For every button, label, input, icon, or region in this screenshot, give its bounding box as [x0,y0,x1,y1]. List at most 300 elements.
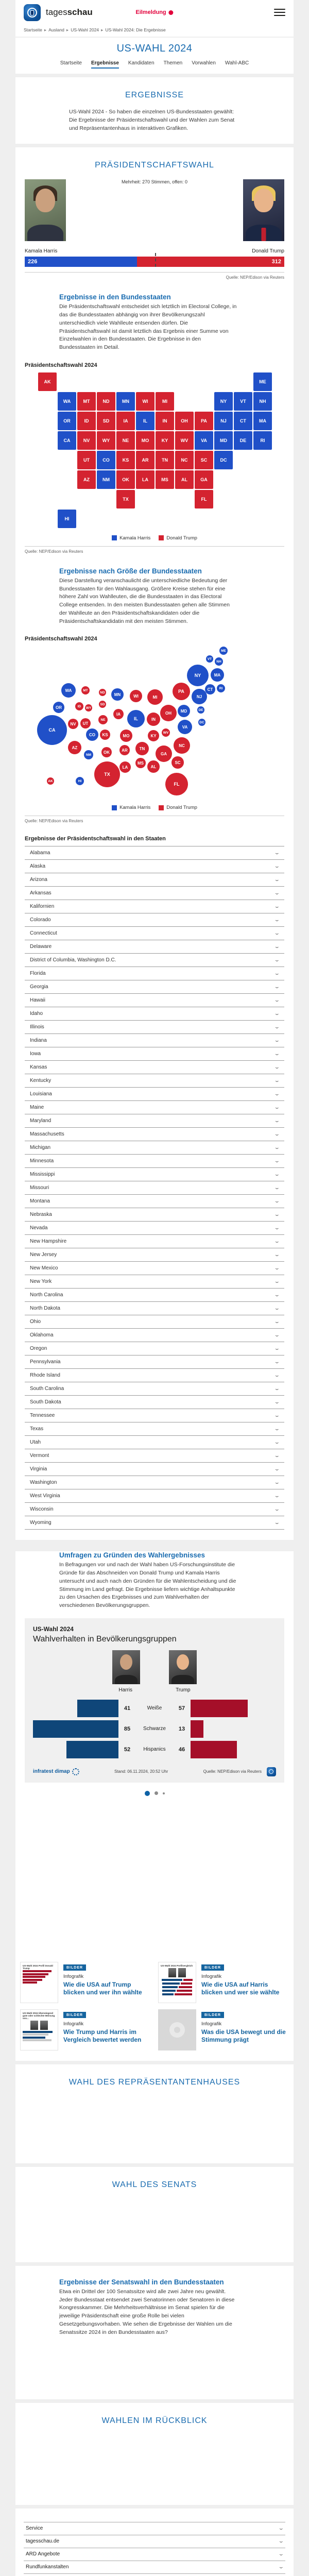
state-bubble-HI[interactable]: HI [76,777,84,785]
state-accordion-row[interactable] [25,993,284,1007]
state-accordion-row[interactable] [25,1382,284,1395]
chevron-down-icon: ⌄ [274,1105,281,1110]
trump-demo-bar [191,1741,237,1758]
teaser-title[interactable]: Was die USA bewegt und die Stimmung prägt [201,2028,286,2044]
state-tile-LA[interactable]: LA [136,470,154,489]
harris-demo-bar [33,1720,118,1738]
state-tile-WA[interactable]: WA [58,392,76,411]
state-accordion-row[interactable] [25,1476,284,1489]
state-accordion-row[interactable] [25,1100,284,1114]
state-accordion-row[interactable] [25,913,284,926]
chevron-down-icon: ⌄ [274,1453,281,1459]
state-accordion-row[interactable] [25,1007,284,1020]
state-bubble-MT[interactable]: MT [81,686,90,694]
state-accordion-row[interactable] [25,1516,284,1530]
state-accordion-row[interactable] [25,1328,284,1342]
state-accordion-row[interactable] [25,1234,284,1248]
chevron-down-icon: ⌄ [274,1212,281,1217]
state-accordion-row[interactable] [25,1047,284,1060]
states-text: Die Präsidentschaftswahl entscheidet sich letztlich im Electoral College, in das die Bundesstaaten abhängig von ihrer Bevölkerungszahl unterschiedlich viele Wahlleute entsenden dürfen. Die Präsidentschaftswahl ist damit letztlich das Ergebnis einer Summe von Einzelwahlen in den Bundesstaaten. Die Ergebnisse in den Bundesstaaten im Detail. [59,303,237,350]
state-accordion-row[interactable] [25,1060,284,1074]
tab-themen[interactable]: Themen [163,60,183,66]
state-tile-NV[interactable]: NV [77,431,96,450]
page-title: US-WAHL 2024 [116,43,193,54]
state-bubble-SD[interactable]: SD [99,701,106,708]
harris-demo-value: 41 [124,1705,131,1711]
state-tile-MO[interactable]: MO [136,431,154,450]
state-name: Arizona [30,877,47,883]
carousel-dot[interactable] [154,1791,158,1795]
state-bubble-NH[interactable]: NH [215,657,223,666]
state-name: Texas [30,1426,44,1432]
state-accordion-row[interactable] [25,873,284,886]
state-bubble-NM[interactable]: NM [84,750,93,759]
state-accordion-row[interactable] [25,1288,284,1301]
harris-demo-value: 85 [124,1725,131,1732]
electoral-votes-bar [25,257,284,267]
state-tile-AR[interactable]: AR [136,451,154,469]
state-tile-AK[interactable]: AK [38,372,57,391]
us-states-map [25,372,284,531]
bubble-source: Quelle: NEP/Edison via Reuters [25,819,83,824]
state-accordion-row[interactable] [25,886,284,900]
state-accordion-row[interactable] [25,1127,284,1141]
state-bubble-MN[interactable]: MN [111,688,124,701]
state-bubble-NV[interactable]: NV [68,719,78,729]
state-bubble-IA[interactable]: IA [113,709,124,719]
state-tile-UT[interactable]: UT [77,451,96,469]
state-tile-PA[interactable]: PA [195,412,213,430]
chevron-down-icon: ⌄ [278,2551,285,2557]
state-accordion-row[interactable] [25,980,284,993]
state-name: District of Columbia, Washington D.C. [30,957,116,963]
state-accordion-row[interactable] [25,1462,284,1476]
ergebnisse-text: US-Wahl 2024 - So haben die einzelnen US-Bundesstaaten gewählt: Die Ergebnisse der Präsidentschaftswahl und der Wahlen zum Senat und Repräsentantenhaus in interaktiven Grafiken. [69,109,235,131]
state-tile-NM[interactable]: NM [97,470,115,489]
state-tile-AL[interactable]: AL [175,470,194,489]
state-accordion-row[interactable] [25,1248,284,1261]
state-bubble-CO[interactable]: CO [86,728,98,741]
chevron-down-icon: ⌄ [274,1386,281,1392]
state-tile-FL[interactable]: FL [195,490,213,509]
chevron-down-icon: ⌄ [274,877,281,883]
chevron-down-icon: ⌄ [274,1426,281,1432]
trump-demo-bar [191,1720,203,1738]
state-accordion-row[interactable] [25,859,284,873]
state-tile-MD[interactable]: MD [214,431,233,450]
breaking-news-link[interactable] [135,9,173,15]
breadcrumb-link[interactable]: US-Wahl 2024: Die Ergebnisse [105,27,166,32]
header [15,0,294,74]
state-name: Alaska [30,863,46,870]
demographics-chart [33,1698,276,1760]
state-accordion-row[interactable] [25,1355,284,1368]
tagesschau-logo-icon[interactable] [24,4,41,21]
state-accordion-row[interactable] [25,1194,284,1208]
umfragen-text: In Befragungen vor und nach der Wahl haben US-Forschungsinstitute die Gründe für das Abschneiden von Donald Trump und Kamala Harris untersucht und auch nach den Gründen für die Wahlentscheidung und die Stimmung im Land gefragt. Die Ergebnisse liefern wichtige Anhaltspunkte zu den Ursachen des Ergebnisses und zum Wahlverhalten der verschiedenen Bevölkerungsgruppen. [59,1562,236,1608]
infratest-dimap-logo: infratest dimap [33,1768,79,1775]
footer-accordion-row[interactable] [24,2561,285,2574]
state-bubble-WY[interactable]: WY [85,704,92,711]
teaser-kicker: Infografik [63,1973,84,1979]
state-accordion-row[interactable] [25,926,284,940]
state-accordion-row[interactable] [25,1167,284,1181]
teaser-card[interactable] [158,1962,289,2003]
legend-item: Kamala Harris [112,535,150,541]
state-tile-ID[interactable]: ID [77,412,96,430]
state-tile-CA[interactable]: CA [58,431,76,450]
state-tile-CT[interactable]: CT [234,412,252,430]
state-tile-KY[interactable]: KY [156,431,174,450]
state-accordion-row[interactable] [25,1435,284,1449]
footer-accordion-row[interactable] [24,2548,285,2561]
state-tile-VT[interactable]: VT [234,392,252,411]
state-name: Kalifornien [30,904,55,910]
state-tile-NY[interactable]: NY [214,392,233,411]
chevron-down-icon: ⌄ [274,1158,281,1164]
state-name: Delaware [30,944,52,950]
chevron-down-icon: ⌄ [278,2538,285,2544]
state-name: New York [30,1279,52,1285]
footer [15,2509,294,2576]
chevron-down-icon: ⌄ [274,997,281,1003]
brand[interactable]: tagesschau [46,7,93,17]
state-accordion-row[interactable] [25,1301,284,1315]
state-name: Connecticut [30,930,57,937]
size-text: Diese Darstellung veranschaulicht die unterschiedliche Bedeutung der Bundesstaaten für den Wahlausgang. Größere Kreise stehen für eine höhere Zahl von Wahlleuten, die die Bundesstaaten in das Electoral College entsenden. In den meisten Bundesstaaten gehen alle Stimmen der Wahlleute an den Präsidentschaftskandidaten oder die Präsidentschaftskandidatin mit den meisten Stimmen. [59,577,230,624]
state-tile-GA[interactable]: GA [195,470,213,489]
state-tile-OH[interactable]: OH [175,412,194,430]
state-bubble-OK[interactable]: OK [101,747,112,757]
state-name: Florida [30,971,46,977]
state-tile-WV[interactable]: WV [175,431,194,450]
chevron-down-icon: ⌄ [274,1265,281,1271]
trump-demo-value: 46 [178,1746,185,1753]
state-bubble-WV[interactable]: WV [162,728,170,737]
state-tile-SD[interactable]: SD [97,412,115,430]
legend-swatch-icon [112,805,117,810]
state-bubble-AK[interactable]: AK [47,777,54,785]
chevron-down-icon: ⌄ [274,984,281,990]
size-heading[interactable]: Ergebnisse nach Größe der Bundesstaaten [59,567,202,575]
state-accordion-row[interactable] [25,1449,284,1462]
state-name: Iowa [30,1051,41,1057]
chevron-down-icon: ⌄ [274,917,281,923]
state-bubble-KS[interactable]: KS [100,730,110,740]
state-bubble-MD[interactable]: MD [178,705,190,717]
breadcrumb-link[interactable]: Ausland [48,27,64,32]
state-tile-ND[interactable]: ND [97,392,115,411]
state-name: Kentucky [30,1078,52,1084]
state-name: Nevada [30,1225,48,1231]
state-tile-TX[interactable]: TX [116,490,135,509]
state-bubble-AZ[interactable]: AZ [68,741,81,754]
state-tile-NE[interactable]: NE [116,431,135,450]
teaser-badge: BILDER [201,2012,224,2018]
state-bubble-IN[interactable]: IN [147,713,160,726]
teaser-title[interactable]: Wie die USA auf Trump blicken und wer ihn wählte [63,1980,142,1996]
majority-marker [155,253,156,267]
state-name: New Hampshire [30,1239,67,1245]
teaser-kicker: Infografik [201,1973,222,1979]
trump-name: Donald Trump [252,248,284,255]
umfragen-heading[interactable]: Umfragen zu Gründen des Wahlergebnisses [59,1551,205,1560]
chevron-down-icon: ⌄ [274,944,281,950]
state-bubble-UT[interactable]: UT [80,718,91,728]
state-tile-MN[interactable]: MN [116,392,135,411]
state-bubble-ND[interactable]: ND [99,689,106,696]
state-name: Montana [30,1198,50,1205]
state-accordion-row[interactable] [25,1141,284,1154]
state-bubble-DE[interactable]: DE [197,706,204,714]
senatswahl-heading[interactable]: Ergebnisse der Senatswahl in den Bundesstaaten [59,2278,224,2286]
state-bubble-IL[interactable]: IL [127,710,145,727]
chevron-down-icon: ⌄ [274,1480,281,1485]
state-bubble-MO[interactable]: MO [120,730,132,742]
state-tile-NH[interactable]: NH [253,392,272,411]
state-bubble-WA[interactable]: WA [61,683,76,698]
chevron-down-icon: ⌄ [274,1359,281,1365]
dimap-ring-icon [72,1768,79,1775]
legend-item: Donald Trump [159,805,197,810]
state-bubble-NJ[interactable]: NJ [192,689,207,704]
state-accordion-row[interactable] [25,1368,284,1382]
section-title-praesidentschaftswahl: PRÄSIDENTSCHAFTSWAHL [95,161,214,170]
state-name: Louisiana [30,1091,52,1097]
breadcrumb-link[interactable]: Startseite [24,27,42,32]
state-tile-HI[interactable]: HI [58,510,76,528]
state-accordion-row[interactable] [25,1422,284,1435]
chevron-down-icon: ⌄ [274,1172,281,1177]
state-bubble-VA[interactable]: VA [178,720,192,734]
state-bubble-RI[interactable]: RI [217,684,225,692]
footer-accordion-row[interactable] [24,2522,285,2535]
footer-accordion-label: Service [26,2526,43,2532]
chevron-down-icon: ⌄ [278,2564,285,2570]
majority-label: Mehrheit: 270 Stimmen, offen: 0 [122,179,187,185]
state-accordion-row[interactable] [25,1087,284,1100]
state-tile-MS[interactable]: MS [156,470,174,489]
state-tile-NC[interactable]: NC [175,451,194,469]
state-name: Vermont [30,1453,49,1459]
widget-trump-label: Trump [176,1687,191,1693]
state-tile-KS[interactable]: KS [116,451,135,469]
state-bubble-WI[interactable]: WI [130,690,142,702]
state-bubble-MS[interactable]: MS [135,758,146,768]
state-bubble-GA[interactable]: GA [156,745,172,762]
state-accordion-row[interactable] [25,967,284,980]
state-tile-RI[interactable]: RI [253,431,272,450]
state-tile-TN[interactable]: TN [156,451,174,469]
map-legend [15,535,294,541]
state-accordion-row[interactable] [25,1489,284,1502]
chevron-down-icon: ⌄ [274,1520,281,1526]
state-accordion-row[interactable] [25,1221,284,1234]
state-bubble-CA[interactable]: CA [37,715,67,745]
chevron-down-icon: ⌄ [274,1225,281,1231]
state-bubble-ME[interactable]: ME [219,647,228,655]
chevron-down-icon: ⌄ [274,1078,281,1083]
state-name: South Carolina [30,1386,64,1392]
state-tile-WI[interactable]: WI [136,392,154,411]
teaser-card[interactable] [20,2009,151,2050]
state-tile-SC[interactable]: SC [195,451,213,469]
chevron-down-icon: ⌄ [274,1372,281,1378]
section-repraesentantenhaus [15,2064,294,2163]
state-accordion-row[interactable] [25,900,284,913]
state-tile-ME[interactable]: ME [253,372,272,391]
bubble-legend [15,805,294,810]
state-bubble-KY[interactable]: KY [148,730,159,741]
state-accordion-row[interactable] [25,1502,284,1516]
section-title-ergebnisse: ERGEBNISSE [125,91,184,99]
state-tile-DE[interactable]: DE [234,431,252,450]
carousel-dot[interactable] [163,1792,165,1794]
state-name: Virginia [30,1466,47,1472]
state-bubble-MA[interactable]: MA [211,668,224,682]
state-tile-AZ[interactable]: AZ [77,470,96,489]
state-tile-MT[interactable]: MT [77,392,96,411]
state-accordion-row[interactable] [25,940,284,953]
chevron-down-icon: ⌄ [274,1051,281,1057]
state-accordion-row[interactable] [25,1074,284,1087]
teaser-card[interactable] [20,1962,151,2003]
teaser-title[interactable]: Wie die USA auf Harris blicken und wer sie wählte [201,1980,280,1996]
state-tile-IL[interactable]: IL [136,412,154,430]
harris-name: Kamala Harris [25,248,58,255]
state-accordion-row[interactable] [25,846,284,859]
state-bubble-FL[interactable]: FL [165,773,188,795]
demo-row [33,1698,276,1719]
state-accordion-row[interactable] [25,1181,284,1194]
state-accordion-row[interactable] [25,1033,284,1047]
teaser-card[interactable] [158,2009,289,2050]
trump-demo-value: 13 [178,1725,185,1732]
states-heading[interactable]: Ergebnisse in den Bundesstaaten [59,293,171,301]
state-bubble-DC[interactable]: DC [198,719,205,726]
teaser-title[interactable]: Wie Trump und Harris im Vergleich bewertet werden [63,2028,142,2044]
state-accordion-row[interactable] [25,1208,284,1221]
section-title-senat: WAHL DES SENATS [112,2180,197,2189]
state-bubble-CT[interactable]: CT [205,684,215,694]
breadcrumb-separator-icon: ▸ [44,27,47,32]
state-name: Massachusetts [30,1131,64,1138]
section-title-rueckblick: WAHLEN IM RÜCKBLICK [101,2416,208,2425]
chevron-down-icon: ⌄ [274,971,281,976]
state-bubble-LA[interactable]: LA [119,761,131,773]
us-states-bubble-map [25,646,284,801]
chevron-down-icon: ⌄ [274,1011,281,1016]
chevron-down-icon: ⌄ [274,850,281,856]
harris-votes-bar: 226 [25,257,137,267]
breadcrumb [15,25,294,38]
tab-ergebnisse[interactable]: Ergebnisse [91,60,119,69]
state-bubble-NE[interactable]: NE [98,715,108,724]
chevron-down-icon: ⌄ [274,1332,281,1338]
state-bubble-NY[interactable]: NY [187,665,209,686]
state-accordion-row[interactable] [25,1342,284,1355]
teaser-thumbnail: US-Wahl 2024 Profil Donald Trump [20,1962,58,2003]
breadcrumb-separator-icon: ▸ [66,27,69,32]
chevron-down-icon: ⌄ [274,1466,281,1472]
state-accordion-row[interactable] [25,1395,284,1409]
state-name: Illinois [30,1024,44,1030]
state-accordion-row[interactable] [25,1261,284,1275]
state-name: New Mexico [30,1265,58,1272]
state-bubble-MI[interactable]: MI [147,689,163,705]
state-bubble-AR[interactable]: AR [119,745,130,755]
state-accordion-row[interactable] [25,1154,284,1167]
states-accordion [25,846,284,1530]
legend-swatch-icon [159,805,164,810]
chevron-down-icon: ⌄ [274,1399,281,1405]
tab-startseite[interactable]: Startseite [60,60,82,66]
chevron-down-icon: ⌄ [274,1306,281,1311]
section-senatswahl [15,2266,294,2399]
footer-accordion-row[interactable] [24,2535,285,2548]
state-accordion-row[interactable] [25,1114,284,1127]
trump-demo-bar [191,1700,248,1717]
tab-wahl-abc[interactable]: Wahl-ABC [225,60,249,66]
state-accordion-row[interactable] [25,1275,284,1288]
state-tile-MA[interactable]: MA [253,412,272,430]
menu-icon[interactable] [274,9,285,16]
state-tile-IN[interactable]: IN [156,412,174,430]
state-bubble-OR[interactable]: OR [53,702,64,713]
breaking-news-label: Eilmeldung [135,9,166,15]
state-name: Pennsylvania [30,1359,61,1365]
state-accordion-row[interactable] [25,1020,284,1033]
state-bubble-NC[interactable]: NC [174,737,190,754]
state-bubble-VT[interactable]: VT [206,655,213,663]
state-bubble-TN[interactable]: TN [135,742,149,755]
section-rueckblick [15,2403,294,2505]
state-tile-OK[interactable]: OK [116,470,135,489]
tab-kandidaten[interactable]: Kandidaten [128,60,154,66]
state-tile-CO[interactable]: CO [97,451,115,469]
state-bubble-PA[interactable]: PA [173,683,190,700]
map-label: Präsidentschaftswahl 2024 [25,362,97,368]
state-bubble-TX[interactable]: TX [94,761,120,787]
senatswahl-text: Etwa ein Drittel der 100 Senatssitze wird alle zwei Jahre neu gewählt. Jeder Bundesstaat entsendet zwei Senatorinnen oder Senatoren in diese Kongresskammer. Die Mehrheitsverhältnisse im Senat spielen für die jeweilige Präsidentschaft eine große Rolle bei vielen Gesetzgebungsvorhaben. Wie sehen die Ergebnisse der Wahlen um die Senatssitze 2024 in den Bundesstaaten aus? [59,2288,235,2335]
teaser-grid [15,1962,294,2059]
state-tile-MI[interactable]: MI [156,392,174,411]
chevron-down-icon: ⌄ [274,1064,281,1070]
state-tile-OR[interactable]: OR [58,412,76,430]
state-accordion-row[interactable] [25,953,284,967]
state-accordion-row[interactable] [25,1409,284,1422]
state-bubble-AL[interactable]: AL [147,760,160,773]
state-tile-DC[interactable]: DC [214,451,233,469]
state-bubble-ID[interactable]: ID [75,702,83,710]
carousel-dot[interactable] [145,1791,150,1796]
tab-vorwahlen[interactable]: Vorwahlen [192,60,216,66]
state-tile-NJ[interactable]: NJ [214,412,233,430]
chevron-down-icon: ⌄ [274,1198,281,1204]
state-tile-WY[interactable]: WY [97,431,115,450]
breadcrumb-link[interactable]: US-Wahl 2024 [71,27,99,32]
state-bubble-OH[interactable]: OH [160,705,177,721]
state-tile-VA[interactable]: VA [195,431,213,450]
state-tile-IA[interactable]: IA [116,412,135,430]
legend-swatch-icon [112,535,117,540]
teaser-kicker: Infografik [63,2021,84,2027]
widget-stand: Stand: 06.11.2024, 20:52 Uhr [114,1769,168,1774]
state-accordion-row[interactable] [25,1315,284,1328]
legend-item: Kamala Harris [112,805,150,810]
state-bubble-SC[interactable]: SC [171,756,184,769]
main-nav [15,60,294,74]
